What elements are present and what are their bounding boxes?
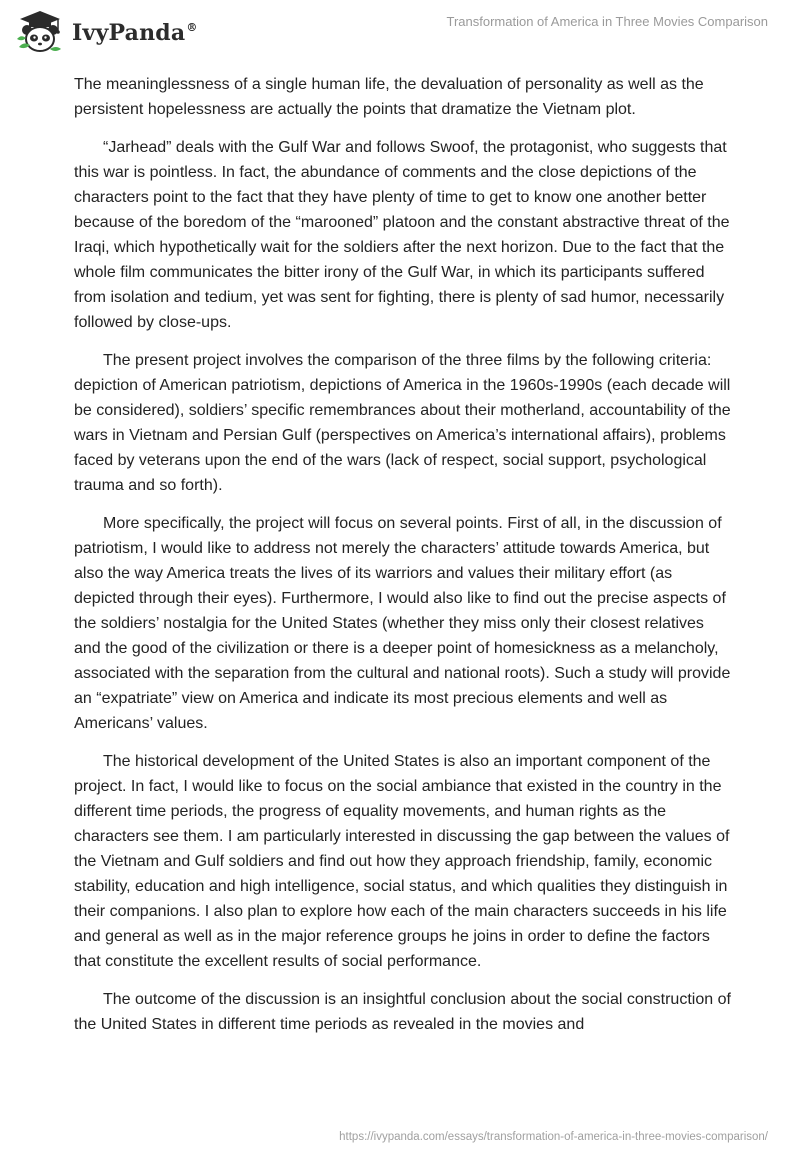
paragraph: The meaninglessness of a single human life, the devaluation of personality as well as the persistent hopelessness are actually the points that dramatize the Vietnam plot. bbox=[74, 76, 704, 118]
ivypanda-logo[interactable] bbox=[14, 9, 198, 55]
paragraph: The historical development of the United States is also an important component of the project. In fact, I would like to focus on the social ambiance that existed in the country in the different time periods, the progress of equality movements, and human rights as the characters see them. I am particularly interested in discussing the gap between the values of the Vietnam and Gulf soldiers and find out how they approach friendship, family, economic stability, education and high intelligence, social status, and which qualities they distinguish in their companions. I also plan to explore how each of the main characters succeeds in his life and general as well as in the major reference groups he joins in order to define the factors that constitute the excellent results of social performance. bbox=[74, 753, 730, 970]
source-url[interactable]: https://ivypanda.com/essays/transformation-of-america-in-three-movies-comparison/ bbox=[339, 1131, 768, 1143]
document-title: Transformation of America in Three Movies Comparison bbox=[446, 14, 768, 29]
logo-wordmark: IvyPanda® bbox=[72, 20, 198, 46]
essay-body bbox=[74, 72, 734, 1050]
panda-graduation-cap-icon bbox=[14, 9, 66, 55]
paragraph: More specifically, the project will focus on several points. First of all, in the discussion of patriotism, I would like to address not merely the characters’ attitude towards America, but also the way America treats the lives of its warriors and values their military effort (as depicted through their eyes). Furthermore, I would also like to find out the precise aspects of the soldiers’ nostalgia for the United States (whether they miss only their closest relatives and the good of the civilization or there is a deeper point of homesickness as a melancholy, associated with the separation from the cultural and national roots). Such a study will provide an “expatriate” view on America and indicate its most precious elements and well as Americans’ values. bbox=[74, 515, 731, 732]
page-header bbox=[0, 0, 800, 60]
registered-mark: ® bbox=[186, 21, 198, 34]
paragraph: “Jarhead” deals with the Gulf War and follows Swoof, the protagonist, who suggests that this war is pointless. In fact, the abundance of comments and the close depictions of the characters point to the fact that they have plenty of time to get to know one another better because of the boredom of the “marooned” platoon and the constant abstractive threat of the Iraqi, which hypothetically wait for the soldiers after the next horizon. Due to the fact that the whole film communicates the bitter irony of the Gulf War, in which its participants suffered from isolation and tedium, yet was sent for fighting, there is plenty of sad humor, necessarily followed by close-ups. bbox=[74, 139, 730, 331]
paragraph: The outcome of the discussion is an insightful conclusion about the social construction of the United States in different time periods as revealed in the movies and bbox=[74, 991, 731, 1033]
paragraph: The present project involves the comparison of the three films by the following criteria: depiction of American patriotism, depictions of America in the 1960s-1990s (each decade will be considered), soldiers’ specific remembrances about their motherland, accountability of the wars in Vietnam and Persian Gulf (perspectives on America’s international affairs), problems faced by veterans upon the end of the wars (lack of respect, social support, psychological trauma and so forth). bbox=[74, 352, 731, 494]
